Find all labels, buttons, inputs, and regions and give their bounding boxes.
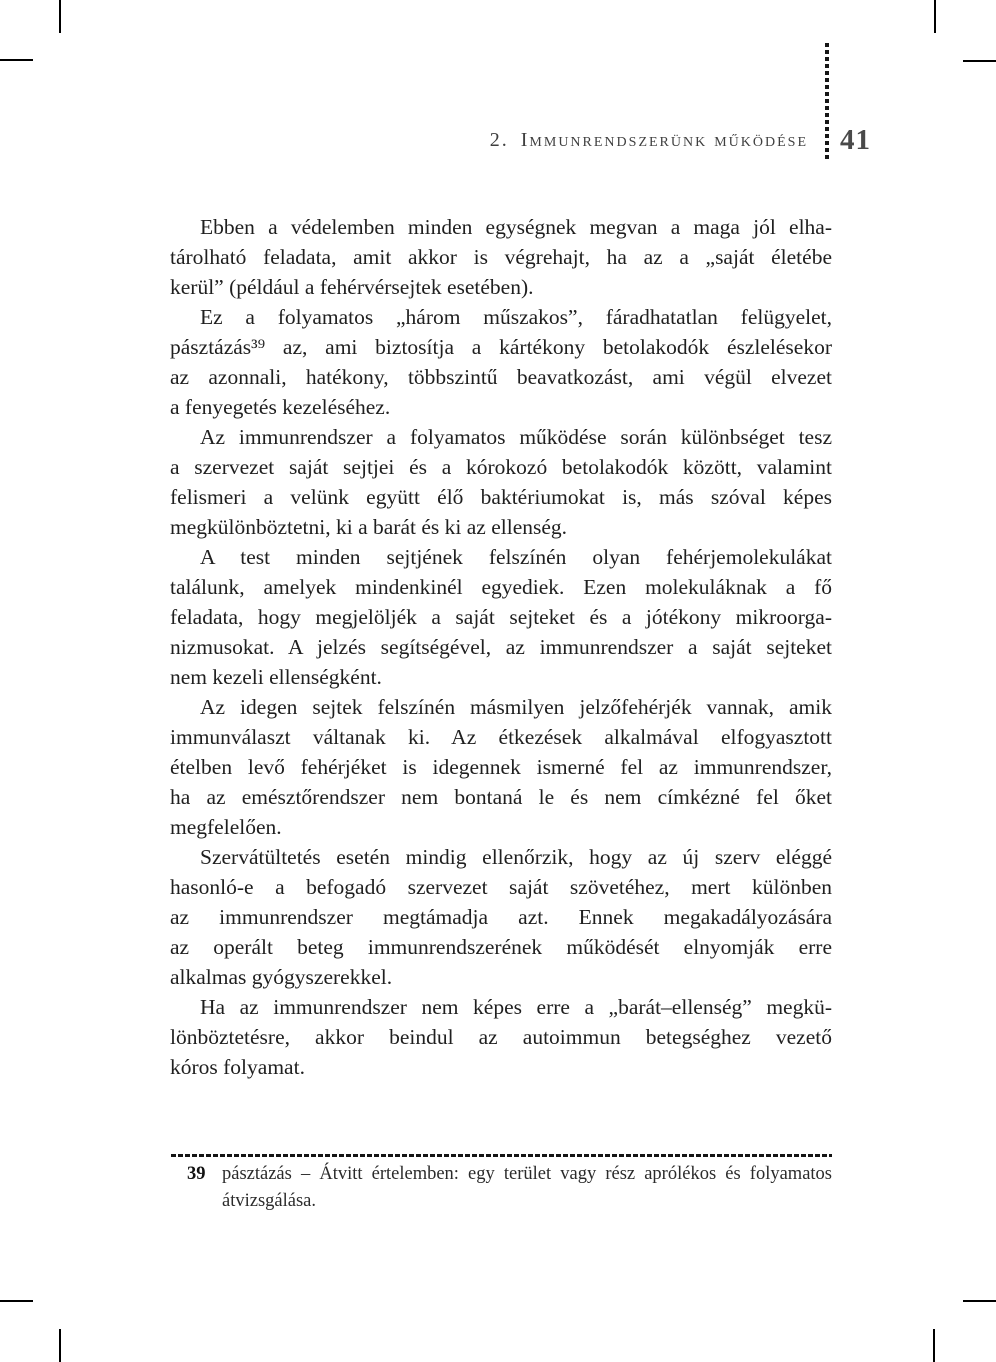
paragraph	[170, 422, 832, 542]
page-number: 41	[840, 124, 871, 156]
text-line: nizmusokat. A jelzés segítségével, az immunrendszer a saját sejteket	[170, 635, 832, 659]
text-line: az azonnali, hatékony, többszintű beavatkozást, ami végül elvezet	[170, 365, 832, 389]
text-line: Az idegen sejtek felszínén másmilyen jelzőfehérjék vannak, amik	[200, 695, 832, 719]
paragraph	[170, 302, 832, 422]
text-line: nem kezeli ellenségként.	[170, 665, 382, 689]
text-line: Az immunrendszer a folyamatos működése során különbséget tesz	[200, 425, 832, 449]
text-line: megkülönböztetni, ki a barát és ki az ellenség.	[170, 515, 568, 539]
text-line: megfelelően.	[170, 815, 282, 839]
text-line: Ebben a védelemben minden egységnek megvan a maga jól elha-	[200, 215, 832, 239]
crop-mark-top-left-horizontal	[0, 59, 33, 61]
text-line: Ha az immunrendszer nem képes erre a „barát–ellenség” megkü-	[200, 995, 832, 1019]
footnote-number: 39	[187, 1164, 206, 1184]
paragraph	[170, 212, 832, 302]
footnote-line: átvizsgálása.	[222, 1191, 316, 1211]
footnote	[170, 1161, 832, 1215]
crop-mark-bottom-right-vertical	[933, 1329, 935, 1362]
text-line: az operált beteg immunrendszerének működését elnyomják erre	[170, 935, 832, 959]
text-line: Szervátültetés esetén mindig ellenőrzik, hogy az új szerv eléggé	[200, 845, 832, 869]
crop-mark-bottom-left-vertical	[59, 1329, 61, 1362]
paragraph	[170, 842, 832, 992]
text-line: kerül” (például a fehérvérsejtek esetében).	[170, 275, 534, 299]
text-line: feladata, hogy megjelöljék a saját sejteket és a jótékony mikroorga-	[170, 605, 832, 629]
text-line: felismeri a velünk együtt élő baktériumokat is, más szóval képes	[170, 485, 832, 509]
text-line: a fenyegetés kezeléséhez.	[170, 395, 391, 419]
text-line: a szervezet saját sejtjei és a kórokozó betolakodók között, valamint	[170, 455, 832, 479]
crop-mark-top-right-vertical	[934, 0, 936, 33]
text-line: hasonló-e a befogadó szervezet saját szövetéhez, mert különben	[170, 875, 832, 899]
paragraph	[170, 692, 832, 842]
text-line: ha az emésztőrendszer nem bontaná le és nem címkézné fel őket	[170, 785, 832, 809]
paragraph	[170, 992, 832, 1082]
body-text	[170, 212, 832, 1082]
running-header: 2. Immunrendszerünk működése	[489, 129, 808, 151]
footnote-line: pásztázás – Átvitt értelemben: egy terület vagy rész aprólékos és folyamatos	[222, 1164, 832, 1184]
text-line: kóros folyamat.	[170, 1055, 305, 1079]
footnote-text	[222, 1161, 832, 1215]
text-line: alkalmas gyógyszerekkel.	[170, 965, 393, 989]
crop-mark-top-right-horizontal	[963, 60, 996, 62]
text-line: ételben levő fehérjéket is idegennek ismerné fel az immunrendszer,	[170, 755, 832, 779]
text-line: tárolható feladata, amit akkor is végrehajt, ha az a „saját életébe	[170, 245, 832, 269]
text-line: Ez a folyamatos „három műszakos”, fáradhatatlan felügyelet,	[200, 305, 832, 329]
text-line: immunválaszt váltanak ki. Az étkezések alkalmával elfogyasztott	[170, 725, 832, 749]
paragraph	[170, 542, 832, 692]
text-line: lönböztetésre, akkor beindul az autoimmun betegséghez vezető	[170, 1025, 832, 1049]
footnote-rule	[171, 1154, 832, 1157]
text-line: találunk, amelyek mindenkinél egyediek. Ezen molekuláknak a fő	[170, 575, 832, 599]
crop-mark-bottom-right-horizontal	[963, 1300, 996, 1302]
text-line: az immunrendszer megtámadja azt. Ennek megakadályozására	[170, 905, 832, 929]
crop-mark-bottom-left-horizontal	[0, 1300, 33, 1302]
dotted-divider	[825, 43, 829, 162]
text-line: A test minden sejtjének felszínén olyan fehérjemolekulákat	[200, 545, 832, 569]
crop-mark-top-left-vertical	[59, 0, 61, 33]
text-line: pásztázás³⁹ az, ami biztosítja a kártékony betolakodók észlelésekor	[170, 335, 832, 359]
